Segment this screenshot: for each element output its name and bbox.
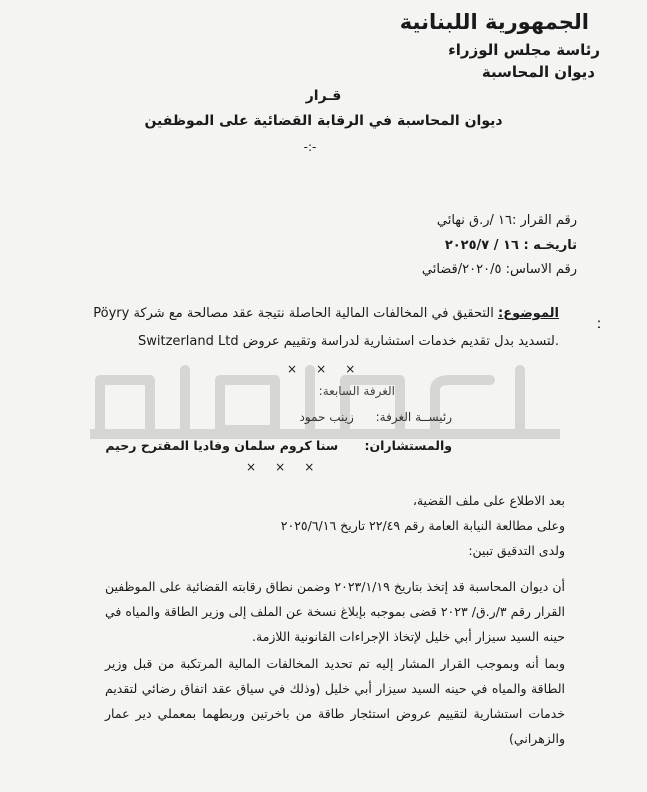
subject-line-1 — [93, 306, 559, 321]
decision-number: رقم القرار :١٦ /ر.ق نهائي — [436, 213, 577, 228]
advisors-names: سنا كروم سلمان وفاديا المقترح رحيم — [105, 438, 339, 453]
subject-line-2: Switzerland Ltd لتسديد بدل تقديم خدمات استشارية لدراسة وتقييم عروض. — [138, 334, 559, 349]
body-line-1: بعد الاطلاع على ملف القضية، — [412, 493, 565, 508]
decision-subtitle: ديوان المحاسبة في الرقابة القضائية على الموظفين — [144, 113, 503, 129]
paragraph-1: أن ديوان المحاسبة قد إتخذ بتاريخ ٢٠٢٣/١/١٩ وضمن نطاق رقابته القضائية على الموظفين القرار رقم ٣/ر.ق/ ٢٠٢٣ قضى بموجبه بإبلاغ نسخة عن الملف إلى وزير الطاقة والمياه في حينه السيد سيزار أبي خليل لإتخاذ الإجراءات القانونية اللازمة. — [105, 579, 566, 644]
subject-text-1: التحقيق في المخالفات المالية الحاصلة نتيجة عقد مصالحة مع شركة Pöyry — [93, 306, 494, 321]
republic-title: الجمهورية اللبنانية — [399, 10, 589, 34]
presidency-title: رئاسة مجلس الوزراء — [448, 41, 600, 59]
body-line-2: وعلى مطالعة النيابة العامة رقم ٢٢/٤٩ تاريخ ٢٠٢٥/٦/١٦ — [280, 518, 565, 533]
court-title: ديوان المحاسبة — [481, 63, 595, 81]
decision-date: تاريخـه : ١٦ / ٢٠٢٥/٧ — [444, 238, 577, 253]
paragraph-2: وبما أنه وبموجب القرار المشار إليه تم تحديد المخالفات المالية المرتكبة من قبل وزير الطاقة والمياه في حينه السيد سيزار أبي خليل (وذلك في سياق عقد اتفاق رضائي لتقديم خدمات استشارية لتقييم عروض استئجار طاقة من باخرتين وربطهما بمعملي دير عمار والزهراني) — [105, 656, 565, 746]
separator-crosses-1: × × × — [287, 362, 356, 376]
separator-crosses-2: × × × — [246, 460, 315, 474]
margin-mark: ː — [597, 316, 602, 332]
chamber-president — [300, 410, 452, 424]
title-separator: -:- — [303, 140, 317, 154]
advisors-label: والمستشاران: — [364, 438, 452, 453]
chamber-label: الغرفة السابعة: — [318, 384, 395, 398]
advisors-line — [105, 438, 452, 453]
subject-label: الموضوع: — [498, 306, 559, 321]
body-line-3: ولدى التدقيق تبين: — [468, 543, 565, 558]
president-label: رئيســة الغرفة: — [375, 410, 452, 424]
president-name: زينب حمود — [299, 410, 354, 424]
decision-title: قـرار — [305, 88, 342, 104]
basis-number: رقم الاساس: ٢٠٢٠/٥/قضائي — [421, 262, 577, 277]
